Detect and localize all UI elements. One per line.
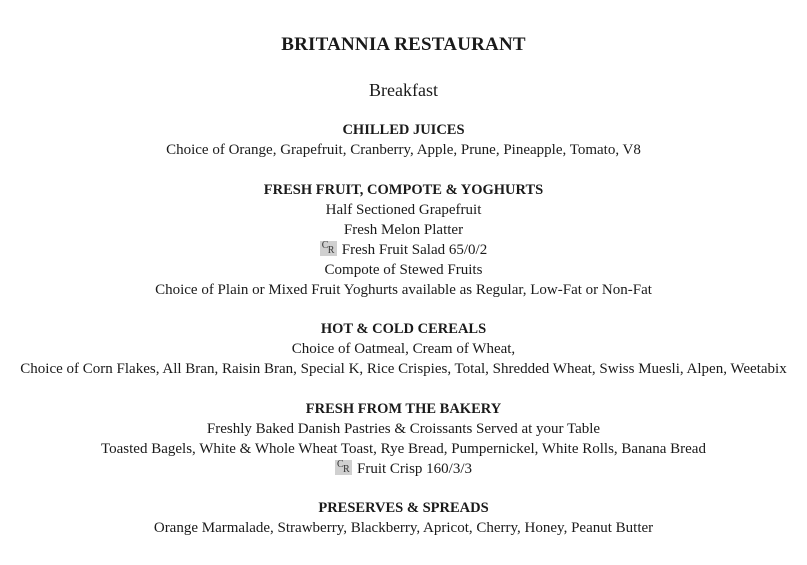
section-preserves <box>0 498 807 538</box>
meal-subtitle: Breakfast <box>369 80 438 100</box>
section-heading: CHILLED JUICES <box>342 122 465 138</box>
menu-item: Toasted Bagels, White & Whole Wheat Toast, Rye Bread, Pumpernickel, White Rolls, Banana Bread <box>101 441 706 457</box>
menu-item: Choice of Oatmeal, Cream of Wheat, <box>291 341 516 357</box>
section-heading: FRESH FROM THE BAKERY <box>305 401 502 417</box>
menu-item-with-badge <box>0 459 807 479</box>
section-heading: FRESH FRUIT, COMPOTE & YOGHURTS <box>263 182 544 198</box>
menu-item-with-badge <box>0 240 807 260</box>
restaurant-title: BRITANNIA RESTAURANT <box>281 34 526 55</box>
menu-item: Half Sectioned Grapefruit <box>325 202 482 218</box>
section-bakery <box>0 399 807 479</box>
menu-item: Choice of Plain or Mixed Fruit Yoghurts available as Regular, Low-Fat or Non-Fat <box>155 282 652 298</box>
menu-item-label: Fruit Crisp 160/3/3 <box>356 461 472 477</box>
cr-badge-icon <box>335 460 352 475</box>
cr-badge-r: R <box>342 464 350 475</box>
cr-badge-c: C <box>321 240 329 251</box>
cr-badge-c: C <box>336 459 344 470</box>
menu-item: Compote of Stewed Fruits <box>324 262 483 278</box>
menu-item: Freshly Baked Danish Pastries & Croissants Served at your Table <box>206 421 601 437</box>
menu-item: Choice of Orange, Grapefruit, Cranberry, Apple, Prune, Pineapple, Tomato, V8 <box>166 142 641 158</box>
section-fresh-fruit <box>0 180 807 300</box>
menu-item-label: Fresh Fruit Salad 65/0/2 <box>341 242 488 258</box>
cr-badge-r: R <box>327 245 335 256</box>
menu-item: Choice of Corn Flakes, All Bran, Raisin Bran, Special K, Rice Crispies, Total, Shredded Wheat, Swiss Muesli, Alpen, Weetabix <box>20 361 787 377</box>
cr-badge-icon <box>320 241 337 256</box>
section-cereals <box>0 319 807 379</box>
menu-item: Fresh Melon Platter <box>343 222 464 238</box>
menu-item: Orange Marmalade, Strawberry, Blackberry, Apricot, Cherry, Honey, Peanut Butter <box>153 520 654 536</box>
section-chilled-juices <box>0 120 807 160</box>
section-heading: HOT & COLD CEREALS <box>320 321 487 337</box>
section-heading: PRESERVES & SPREADS <box>318 500 489 516</box>
